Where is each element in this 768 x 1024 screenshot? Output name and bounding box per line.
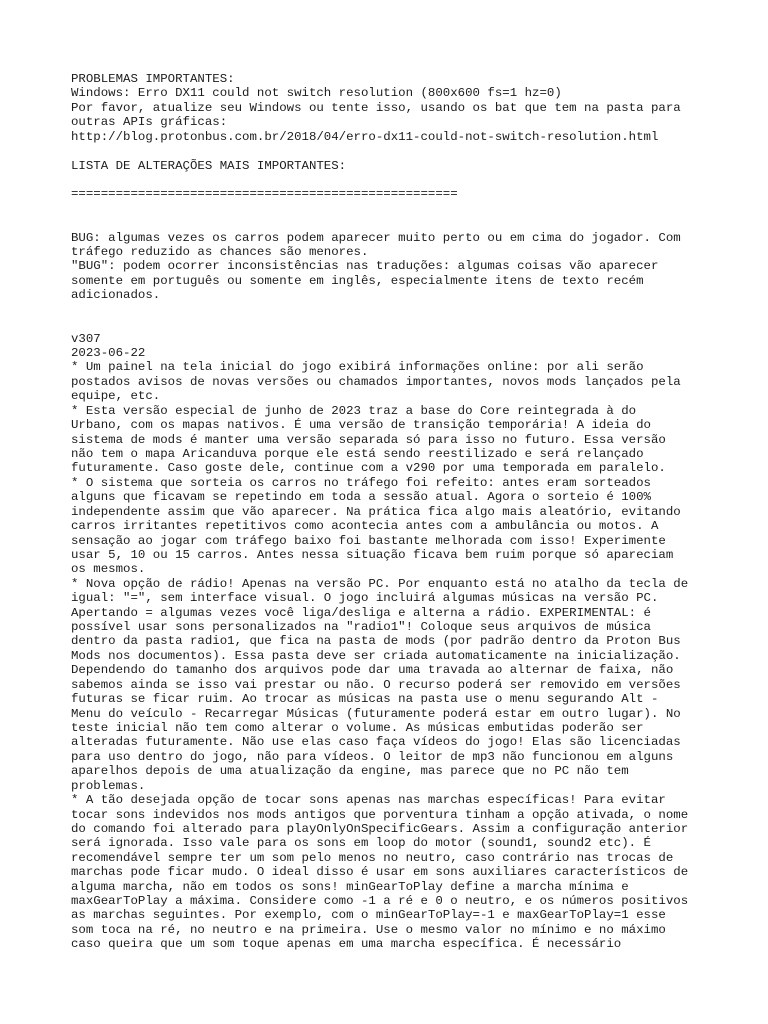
- text-line: * Um painel na tela inicial do jogo exibirá informações online: por ali serão: [71, 360, 644, 375]
- text-line: v307: [71, 331, 101, 346]
- text-line: PROBLEMAS IMPORTANTES:: [71, 72, 235, 86]
- text-line: * Nova opção de rádio! Apenas na versão PC. Por enquanto está no atalho da tecla de: [71, 576, 689, 591]
- text-line: do comando foi alterado para playOnlyOnSpecificGears. Assim a configuração anterior: [71, 821, 689, 836]
- text-line: futuras se ficar ruim. Ao trocar as músicas na pasta use o menu segurando Alt -: [71, 692, 659, 707]
- text-line: aparelhos depois de uma atualização da engine, mas parece que no PC não tem: [71, 764, 629, 779]
- text-line: será ignorada. Isso vale para os sons em loop do motor (sound1, sound2 etc). É: [71, 836, 651, 851]
- text-line: independente assim que vão aparecer. Na prática fica algo mais aleatório, evitando: [71, 504, 681, 519]
- text-line: marchas pode ficar mudo. O ideal disso é usar em sons auxiliares característicos de: [71, 865, 689, 880]
- text-line: para uso dentro do jogo, não para vídeos. O leitor de mp3 não funcionou em alguns: [71, 749, 674, 764]
- text-line: usar 5, 10 ou 15 carros. Antes nessa situação ficava bem ruim porque só apareciam: [71, 547, 674, 562]
- text-line: [71, 216, 731, 230]
- text-line: [71, 317, 731, 331]
- text-line: não tem o mapa Aricanduva porque ele está sendo reestilizado e será relançado: [71, 446, 644, 461]
- text-line: Menu do veículo - Recarregar Músicas (futuramente poderá estar em outro lugar). No: [71, 706, 681, 721]
- text-line: som toca na ré, no neutro e na primeira. Use o mesmo valor no mínimo e no máximo: [71, 922, 666, 937]
- text-line: * Esta versão especial de junho de 2023 traz a base do Core reintegrada à do: [71, 403, 637, 418]
- text-line: maxGearToPlay a máxima. Considere como -1 a ré e 0 o neutro, e os números positivos: [71, 894, 689, 909]
- text-line: futuramente. Caso goste dele, continue com a v290 por uma temporada em paralelo.: [71, 461, 666, 476]
- text-line: carros irritantes repetitivos como acontecia antes com a ambulância ou motos. A: [71, 519, 659, 534]
- text-line: adicionados.: [71, 288, 161, 303]
- text-line: tocar sons indevidos nos mods antigos que porventura tinham a opção ativada, o nome: [71, 807, 689, 822]
- text-line: somente em português ou somente em inglês, especialmente itens de texto recém: [71, 273, 644, 288]
- text-line: tráfego reduzido as chances são menores.: [71, 245, 369, 260]
- text-line: teste inicial não tem como alterar o volume. As músicas embutidas poderão ser: [71, 720, 644, 735]
- text-line: sensação ao jogar com tráfego baixo foi bastante melhorada com isso! Experimente: [71, 533, 666, 548]
- document-text: [71, 72, 731, 952]
- text-line: as marchas seguintes. Por exemplo, com o minGearToPlay=-1 e maxGearToPlay=1 esse: [71, 908, 666, 923]
- text-line: [71, 144, 731, 158]
- text-line: Windows: Erro DX11 could not switch resolution (800x600 fs=1 hz=0): [71, 86, 562, 101]
- text-line: igual: "=", sem interface visual. O jogo incluirá algumas músicas na versão PC.: [71, 591, 659, 606]
- text-line: alteradas futuramente. Não use elas caso faça vídeos do jogo! Elas são licenciadas: [71, 735, 681, 750]
- text-line: Apertando = algumas vezes você liga/desliga e alterna a rádio. EXPERIMENTAL: é: [71, 605, 651, 620]
- text-line: * O sistema que sorteia os carros no tráfego foi refeito: antes eram sorteados: [71, 475, 651, 490]
- text-line: postados avisos de novas versões ou chamados importantes, novos mods lançados pela: [71, 374, 681, 389]
- text-line: [71, 202, 731, 216]
- text-line: "BUG": podem ocorrer inconsistências nas traduções: algumas coisas vão aparecer: [71, 259, 659, 274]
- text-line: Urbano, com os mapas nativos. É uma versão de transição temporária! A ideia do: [71, 418, 651, 433]
- text-line: sistema de mods é manter uma versão separada só para isso no futuro. Essa versão: [71, 432, 666, 447]
- text-line: Dependendo do tamanho dos arquivos pode dar uma travada ao alternar de faixa, não: [71, 663, 674, 678]
- text-line: outras APIs gráficas:: [71, 115, 228, 130]
- text-line: problemas.: [71, 778, 146, 793]
- text-line: LISTA DE ALTERAÇÕES MAIS IMPORTANTES:: [71, 158, 347, 173]
- text-line: http://blog.protonbus.com.br/2018/04/erro-dx11-could-not-switch-resolution.html: [71, 129, 659, 144]
- text-line: * A tão desejada opção de tocar sons apenas nas marchas específicas! Para evitar: [71, 793, 666, 808]
- text-line: sabemos ainda se isso vai prestar ou não. O recurso poderá ser removido em versões: [71, 677, 681, 692]
- text-line: alguns que ficavam se repetindo em toda a sessão atual. Agora o sorteio é 100%: [71, 490, 651, 505]
- text-line: dentro da pasta radio1, que fica na pasta de mods (por padrão dentro da Proton Bus: [71, 634, 681, 649]
- text-line: recomendável sempre ter um som pelo menos no neutro, caso contrário nas trocas de: [71, 850, 674, 865]
- text-line: Por favor, atualize seu Windows ou tente isso, usando os bat que tem na pasta para: [71, 100, 681, 115]
- text-line: 2023-06-22: [71, 346, 146, 361]
- text-line: BUG: algumas vezes os carros podem aparecer muito perto ou em cima do jogador. Com: [71, 230, 681, 245]
- text-line: [71, 173, 731, 187]
- text-line: possível usar sons personalizados na "radio1"! Coloque seus arquivos de música: [71, 620, 651, 635]
- text-line: Mods nos documentos). Essa pasta deve ser criada automaticamente na inicialização.: [71, 648, 681, 663]
- text-line: equipe, etc.: [71, 389, 161, 404]
- text-line: caso queira que um som toque apenas em uma marcha específica. É necessário: [71, 937, 622, 952]
- text-line: alguma marcha, não em todos os sons! minGearToPlay define a marcha mínima e: [71, 879, 629, 894]
- text-line: ====================================================: [71, 187, 458, 202]
- text-line: os mesmos.: [71, 562, 146, 577]
- text-line: [71, 303, 731, 317]
